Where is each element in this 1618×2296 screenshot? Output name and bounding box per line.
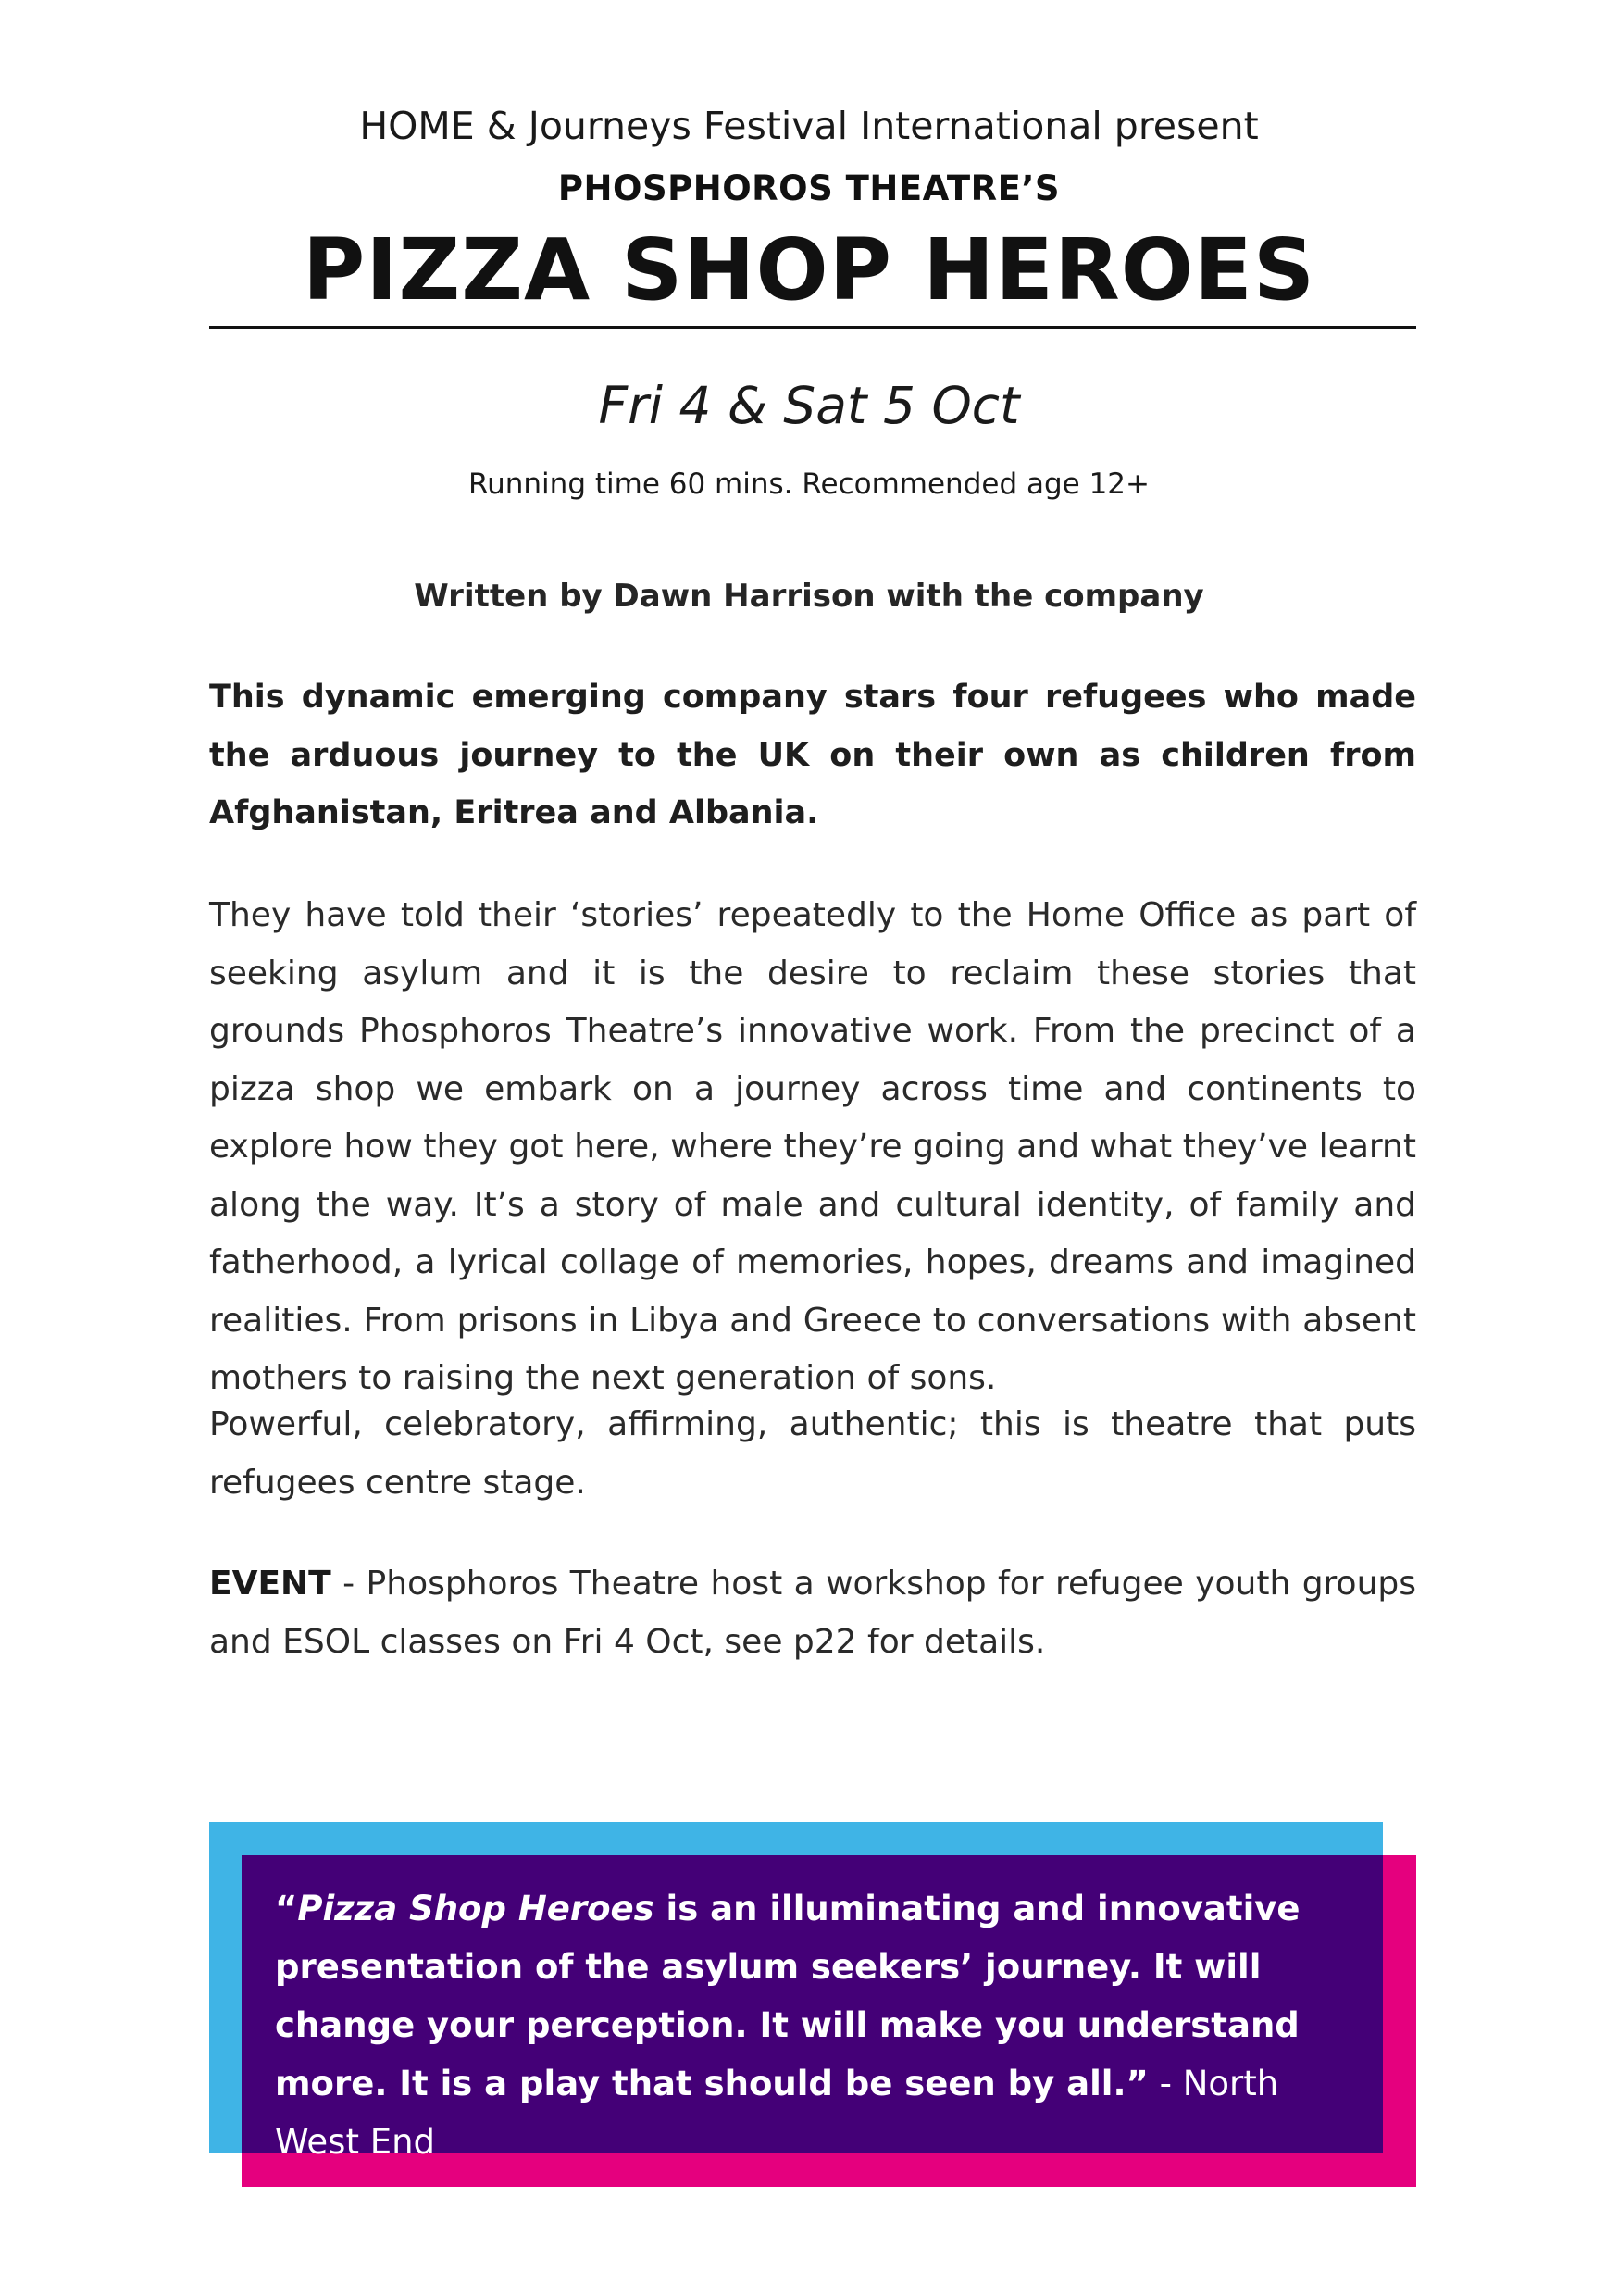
running-info: Running time 60 mins. Recommended age 12+ [467, 468, 1151, 501]
presenter-line: HOME & Journeys Festival International present [359, 104, 1259, 148]
body-paragraph: They have told their ‘stories’ repeatedly to the Home Office as part of seeking asylum and it is the desire to reclaim these stories that grounds Phosphoros Theatre’s innovative work. From the precinct of a pizza shop we embark on a journey across time and continents to explore how they got here, where they’re going and what they’ve learnt along the way. It’s a story of male and cultural identity, of family and fatherhood, a lyrical collage of memories, hopes, dreams and imagined realities. From prisons in Libya and Greece to conversations with absent mothers to raising the next generation of sons. [209, 896, 1416, 1397]
intro-paragraph: This dynamic emerging company stars four refugees who made the arduous journey to the UK on their own as children from Afghanistan, Eritrea and Albania. [209, 679, 1416, 831]
body-paragraph: Powerful, celebratory, affirming, authentic; this is theatre that puts refugees centre stage. [209, 1405, 1416, 1502]
title-divider [209, 326, 1416, 329]
company-name: PHOSPHOROS THEATRE’S [557, 168, 1061, 208]
quote-body: is an illuminating and innovative presentation of the asylum seekers’ journey. It will change your perception. It will make you understand more. It is a play that should be seen by all.” [275, 1889, 1301, 2103]
quote-open-mark: “ [275, 1889, 298, 1928]
performance-dates: Fri 4 & Sat 5 Oct [598, 376, 1020, 435]
event-text: - Phosphoros Theatre host a workshop for refugee youth groups and ESOL classes on Fri 4 Oct, see p22 for details. [209, 1565, 1416, 1661]
show-title: PIZZA SHOP HEROES [302, 220, 1316, 319]
event-paragraph [209, 1555, 1416, 1671]
writer-credit: Written by Dawn Harrison with the company [414, 578, 1204, 615]
event-label: EVENT [209, 1565, 331, 1603]
quote-attribution: - North West End [275, 2064, 1279, 2162]
review-quote [275, 1879, 1367, 2171]
quote-show-title: Pizza Shop Heroes [297, 1889, 654, 1928]
